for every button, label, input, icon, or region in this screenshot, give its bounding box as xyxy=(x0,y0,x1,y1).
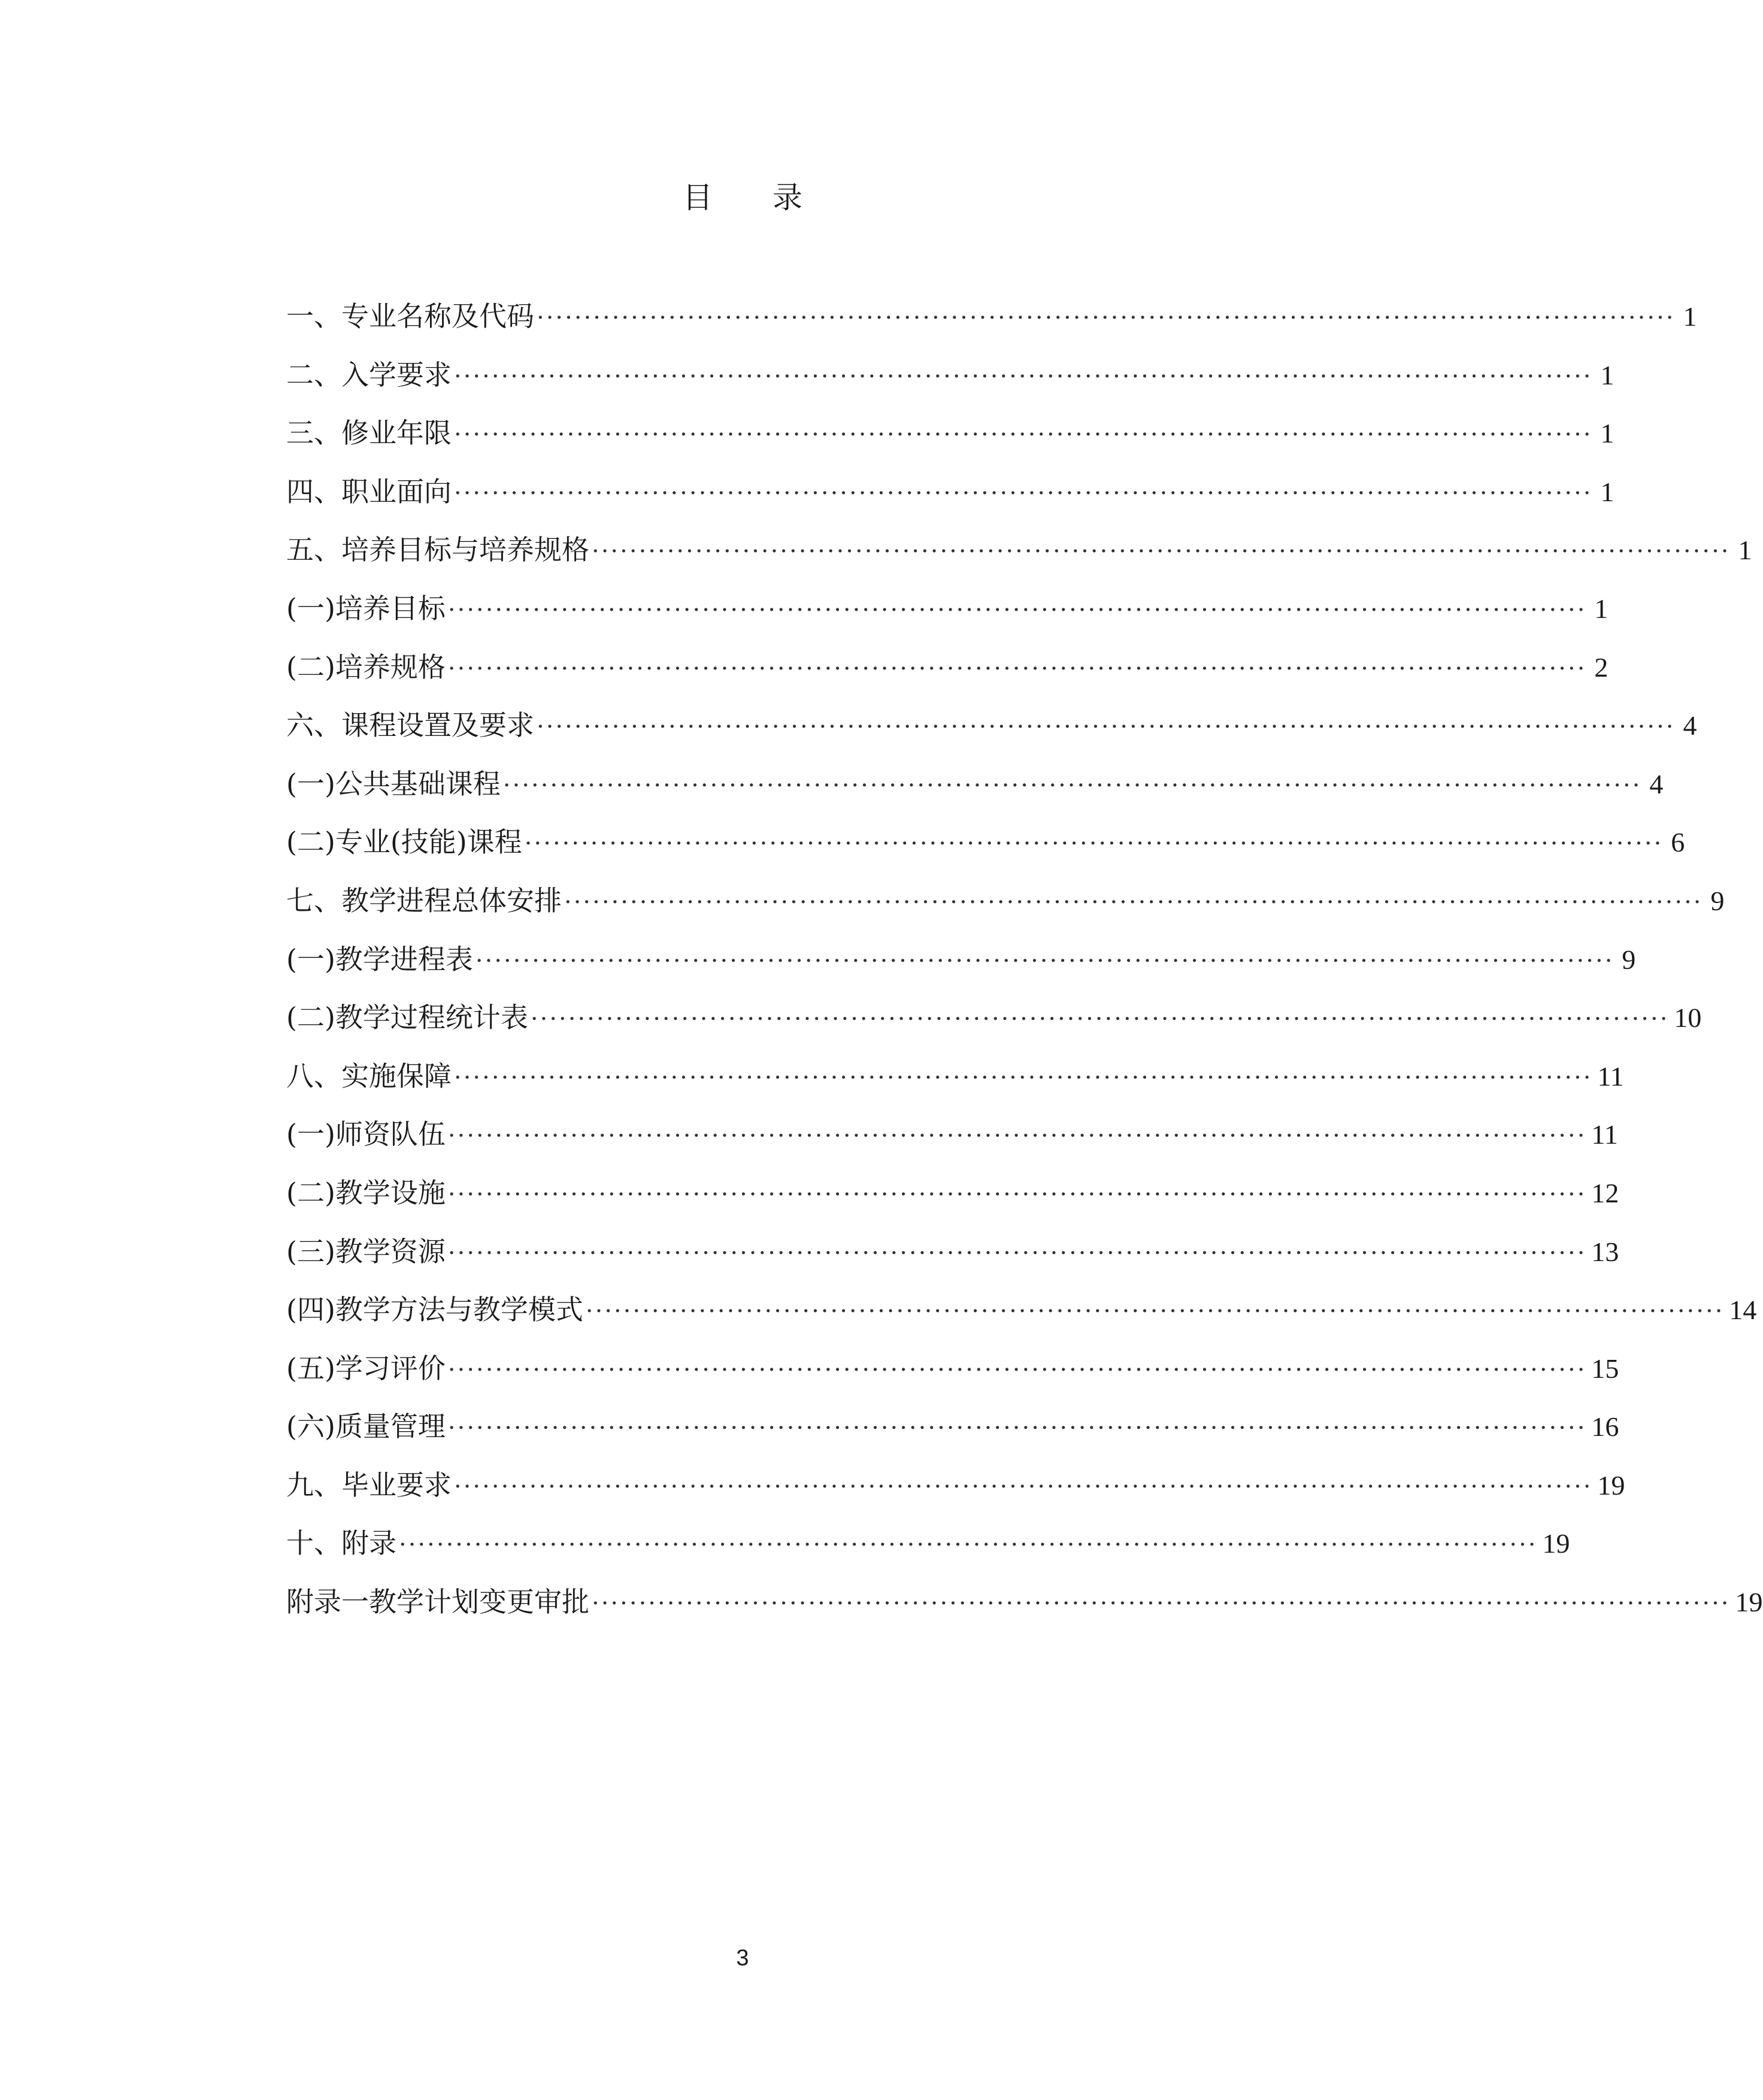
toc-dot-leader: ························································································································· xyxy=(454,362,1593,390)
toc-entry-page: 1 xyxy=(1600,359,1614,390)
toc-entry-label: (一)师资队伍 xyxy=(286,1118,446,1151)
toc-entry[interactable] xyxy=(286,1344,1619,1403)
toc-entry-label: (二)培养规格 xyxy=(286,650,446,683)
toc-entry[interactable] xyxy=(286,526,1752,584)
toc-dot-leader: ························································································································· xyxy=(592,1590,1731,1618)
toc-dot-leader: ························································································································· xyxy=(447,1356,1587,1384)
toc-entry-page: 11 xyxy=(1591,1119,1618,1150)
toc-entry[interactable] xyxy=(286,584,1608,643)
toc-entry[interactable] xyxy=(286,701,1697,760)
toc-entry-page: 1 xyxy=(1600,476,1614,507)
toc-entry-label: (二)教学过程统计表 xyxy=(286,1001,528,1034)
toc-dot-leader: ························································································································· xyxy=(524,830,1664,858)
toc-entry[interactable] xyxy=(286,1519,1570,1578)
toc-entry-page: 15 xyxy=(1591,1353,1619,1384)
toc-entry-label: 二、入学要求 xyxy=(286,358,452,391)
toc-entry-label: 七、教学进程总体安排 xyxy=(286,884,562,917)
toc-entry-label: (四)教学方法与教学模式 xyxy=(286,1293,583,1326)
toc-entry-page: 1 xyxy=(1594,593,1608,624)
toc-entry-label: 四、职业面向 xyxy=(286,475,452,508)
toc-entry[interactable] xyxy=(286,643,1608,702)
toc-entry-label: 十、附录 xyxy=(286,1527,396,1560)
toc-dot-leader: ························································································································· xyxy=(502,771,1642,799)
toc-entry-label: (一)公共基础课程 xyxy=(286,767,501,800)
page-title: 目 录 xyxy=(683,180,802,215)
toc-entry-page: 1 xyxy=(1738,535,1752,566)
page-number: 3 xyxy=(736,1946,749,1971)
toc-entry[interactable] xyxy=(286,1052,1624,1111)
toc-dot-leader: ························································································································· xyxy=(447,1122,1587,1150)
toc-dot-leader: ························································································································· xyxy=(447,654,1587,683)
toc-entry-page: 16 xyxy=(1591,1411,1619,1443)
toc-entry-page: 2 xyxy=(1594,651,1608,683)
toc-dot-leader: ························································································································· xyxy=(454,1472,1593,1501)
toc-entry-page: 12 xyxy=(1591,1177,1619,1208)
toc-dot-leader: ························································································································· xyxy=(447,1414,1587,1443)
toc-entry[interactable] xyxy=(286,468,1614,526)
toc-entry-label: 五、培养目标与培养规格 xyxy=(286,534,589,566)
toc-entry[interactable] xyxy=(286,1228,1619,1286)
toc-entry-page: 9 xyxy=(1710,885,1725,916)
toc-dot-leader: ························································································································· xyxy=(537,304,1676,332)
toc-entry[interactable] xyxy=(286,993,1702,1052)
toc-entry[interactable] xyxy=(286,351,1614,410)
toc-entry-page: 4 xyxy=(1649,768,1664,799)
toc-dot-leader: ························································································································· xyxy=(537,713,1676,741)
toc-entry-label: 九、毕业要求 xyxy=(286,1468,452,1501)
toc-dot-leader: ························································································································· xyxy=(585,1298,1725,1326)
toc-entry-page: 1 xyxy=(1683,301,1697,332)
toc-entry[interactable] xyxy=(286,935,1636,994)
toc-entry-label: 三、修业年限 xyxy=(286,417,452,450)
toc-entry[interactable] xyxy=(286,1286,1757,1344)
toc-entry-label: 八、实施保障 xyxy=(286,1059,452,1092)
toc-dot-leader: ························································································································· xyxy=(399,1531,1538,1559)
toc-entry[interactable] xyxy=(286,409,1614,468)
toc-dot-leader: ························································································································· xyxy=(592,538,1731,566)
toc-entry-page: 14 xyxy=(1729,1295,1757,1326)
toc-entry[interactable] xyxy=(286,1461,1625,1520)
toc-entry-page: 13 xyxy=(1591,1236,1619,1267)
toc-entry-page: 11 xyxy=(1597,1060,1624,1092)
toc-entry-label: (三)教学资源 xyxy=(286,1235,446,1268)
toc-dot-leader: ························································································································· xyxy=(454,1063,1593,1092)
toc-entry-label: 一、专业名称及代码 xyxy=(286,300,534,332)
toc-entry-label: (六)质量管理 xyxy=(286,1410,446,1443)
toc-entry[interactable] xyxy=(286,292,1697,351)
toc-entry[interactable] xyxy=(286,1402,1619,1461)
toc-entry-label: (一)培养目标 xyxy=(286,592,446,625)
toc-entry[interactable] xyxy=(286,1110,1618,1169)
toc-entry-page: 19 xyxy=(1735,1587,1763,1618)
toc-dot-leader: ························································································································· xyxy=(475,947,1614,975)
toc-entry-label: (二)专业(技能)课程 xyxy=(286,826,522,859)
toc-entry[interactable] xyxy=(286,818,1685,877)
toc-dot-leader: ························································································································· xyxy=(454,421,1593,449)
toc-entry[interactable] xyxy=(286,760,1664,819)
toc-entry[interactable] xyxy=(286,1169,1619,1228)
toc-dot-leader: ························································································································· xyxy=(447,596,1587,624)
toc-dot-leader: ························································································································· xyxy=(564,888,1703,916)
toc-entry-page: 1 xyxy=(1600,418,1614,449)
toc-dot-leader: ························································································································· xyxy=(447,1180,1587,1208)
toc-entry-page: 10 xyxy=(1674,1002,1702,1034)
toc-entry-label: (一)教学进程表 xyxy=(286,943,473,975)
toc-entry-label: 附录一教学计划变更审批 xyxy=(286,1586,589,1619)
toc-entry-label: 六、课程设置及要求 xyxy=(286,709,534,742)
toc-entry-label: (二)教学设施 xyxy=(286,1176,446,1209)
toc-entry-page: 9 xyxy=(1622,944,1636,975)
toc-dot-leader: ························································································································· xyxy=(530,1005,1670,1034)
toc-dot-leader: ························································································································· xyxy=(447,1239,1587,1267)
toc-entry-label: (五)学习评价 xyxy=(286,1351,446,1384)
toc-entry-page: 19 xyxy=(1597,1469,1625,1501)
toc-entry[interactable] xyxy=(286,877,1725,935)
toc-entry-page: 4 xyxy=(1683,710,1697,741)
toc-entry-page: 19 xyxy=(1542,1528,1570,1559)
toc-dot-leader: ························································································································· xyxy=(454,479,1593,507)
toc-entry[interactable] xyxy=(286,1578,1763,1637)
toc-entry-page: 6 xyxy=(1671,827,1685,858)
table-of-contents xyxy=(286,292,1763,1637)
